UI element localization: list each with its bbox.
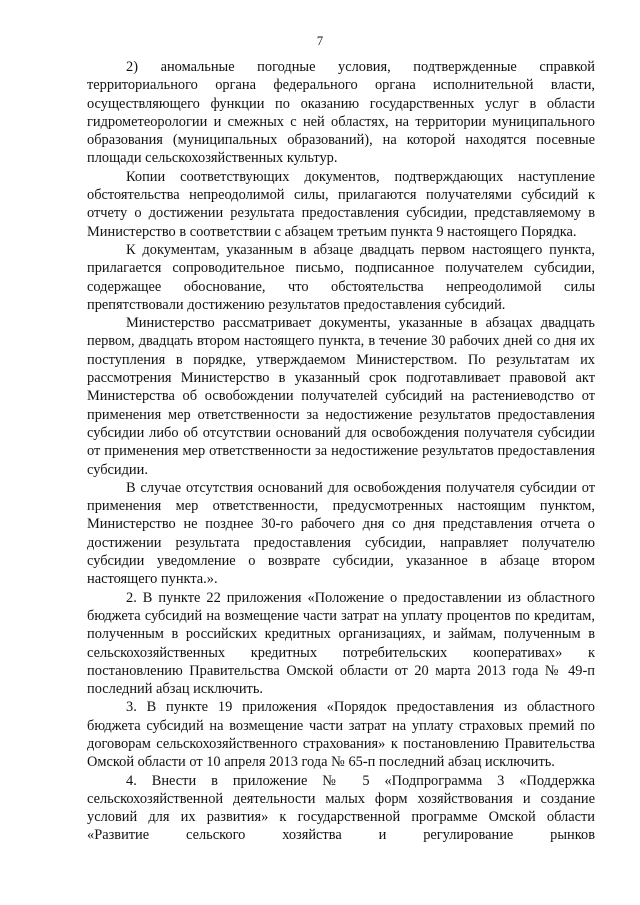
document-body <box>87 58 595 845</box>
paragraph-3: К документам, указанным в абзаце двадцать первом настоящего пункта, прилагается сопроводительное письмо, подписанное получателем субсидии, содержащее обоснование, что обстоятельства непреодолимой силы препятствовали достижению результатов предоставления субсидий. <box>87 241 595 313</box>
paragraph-2: Копии соответствующих документов, подтверждающих наступление обстоятельства непреодолимой силы, прилагаются получателями субсидий к отчету о достижении результата предоставления субсидии, представляемому в Министерство в соответствии с абзацем третьим пункта 9 настоящего Порядка. <box>87 168 595 240</box>
paragraph-4: Министерство рассматривает документы, указанные в абзацах двадцать первом, двадцать втором настоящего пункта, в течение 30 рабочих дней со дня их поступления в порядке, утверждаемом Министерством. По результатам их рассмотрения Министерство в указанный срок подготавливает правовой акт Министерства об освобождении получателей субсидий на растениеводство от применения мер ответственности за недостижение результатов предоставления субсидии либо об отсутствии оснований для освобождения получателя субсидии от применения мер ответственности за недостижение результатов предоставления субсидии. <box>87 315 595 478</box>
paragraph-8: 4. Внести в приложение № 5 «Подпрограмма 3 «Поддержка сельскохозяйственной деятельности малых форм хозяйствования и создание условий для их развития» к государственной программе Омской области «Развитие сельского хозяйства и регулирование рынков <box>87 772 595 844</box>
paragraph-6: 2. В пункте 22 приложения «Положение о предоставлении из областного бюджета субсидий на возмещение части затрат на уплату процентов по кредитам, полученным в российских кредитных организациях, и займам, полученным в сельскохозяйственных кредитных потребительских кооперативах» к постановлению Правительства Омской области от 20 марта 2013 года № 49-п последний абзац исключить. <box>87 589 595 698</box>
page-number: 7 <box>316 34 324 48</box>
paragraph-5: В случае отсутствия оснований для освобождения получателя субсидии от применения мер ответственности, предусмотренных настоящим пунктом, Министерство не позднее 30-го рабочего дня со дня представления отчета о достижении результата предоставления субсидии, направляет получателю субсидии уведомление о возврате субсидии, указанное в абзаце втором настоящего пункта.». <box>87 479 595 588</box>
paragraph-7: 3. В пункте 19 приложения «Порядок предоставления из областного бюджета субсидий на возмещение части затрат на уплату страховых премий по договорам сельскохозяйственного страхования» к постановлению Правительства Омской области от 10 апреля 2013 года № 65-п последний абзац исключить. <box>87 699 595 771</box>
paragraph-1: 2) аномальные погодные условия, подтвержденные справкой территориального органа федерального органа исполнительной власти, осуществляющего функции по оказанию государственных услуг в области гидрометеорологии и смежных с ней областях, на территории муниципального образования (муниципальных образований), на которой находятся посевные площади сельскохозяйственных культур. <box>87 59 595 167</box>
